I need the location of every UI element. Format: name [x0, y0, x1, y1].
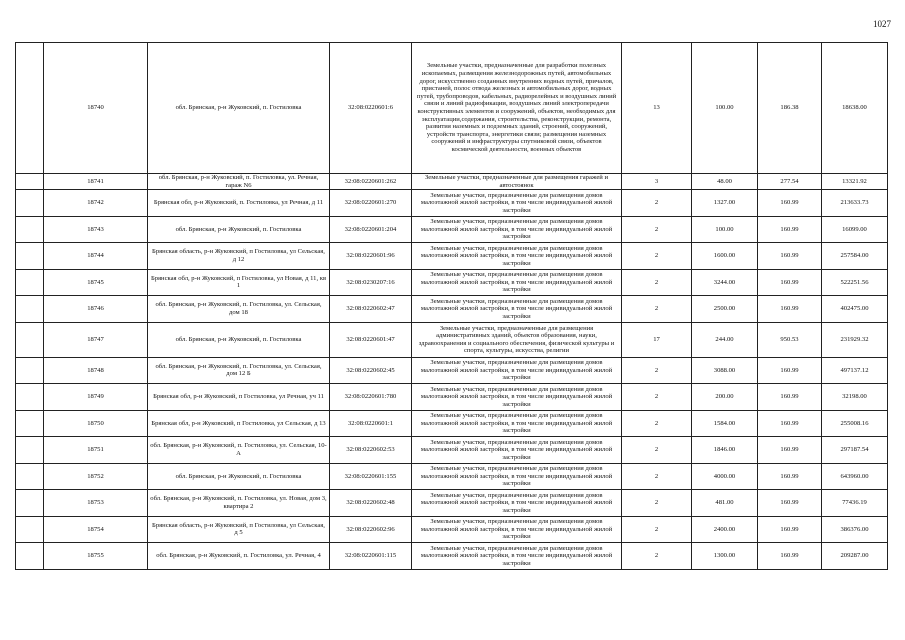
blank-cell	[16, 269, 44, 296]
land-purpose-cell: Земельные участки, предназначенные для разработки полезных ископаемых, размещения железнодорожных путей, автомобильных дорог, искусственно созданных внутренних водных путей, причалов, пристаней, полос отвода железных и автомобильных дорог, водных путей, трубопроводов, кабельных, радиорелейных и воздушных линий связи и линий радиофикации, воздушных линий электропередачи конструктивных элементов и сооружений, объектов, необходимых для эксплуатации,содержания, строительства, реконструкции, ремонта, развития наземных и подземных зданий, строений, сооружений, устройств транспорта, энергетики связи; размещения наземных сооружений и инфраструктуры спутниковой связи, объектов космической деятельности, военных объектов	[412, 43, 622, 174]
cadastral-number-cell: 32:08:0220601:204	[330, 216, 412, 243]
cadastral-number-cell: 32:08:0220601:1	[330, 410, 412, 437]
group-code-cell: 2	[622, 190, 692, 217]
land-purpose-cell: Земельные участки, предназначенные для размещения домов малоэтажной жилой застройки, в том числе индивидуальной жилой застройки	[412, 463, 622, 490]
specific-value-cell: 160.99	[758, 543, 822, 570]
land-purpose-cell: Земельные участки, предназначенные для размещения домов малоэтажной жилой застройки, в том числе индивидуальной жилой застройки	[412, 357, 622, 384]
area-cell: 1300.00	[692, 543, 758, 570]
cadastral-number-cell: 32:08:0220601:262	[330, 174, 412, 190]
land-purpose-cell: Земельные участки, предназначенные для размещения домов малоэтажной жилой застройки, в том числе индивидуальной жилой застройки	[412, 410, 622, 437]
row-number-cell: 18755	[44, 543, 148, 570]
cadastral-number-cell: 32:08:0220602:48	[330, 490, 412, 517]
address-cell: обл. Брянская, р-н Жуковский, п. Гостиловка	[148, 463, 330, 490]
table-row	[16, 243, 888, 270]
address-cell: Брянская обл, р-н Жуковский, п Гостиловка, ул Сельская, д 13	[148, 410, 330, 437]
address-cell: обл. Брянская, р-н Жуковский, п. Гостиловка, ул. Сельская, дом 12 Б	[148, 357, 330, 384]
row-number-cell: 18745	[44, 269, 148, 296]
area-cell: 481.00	[692, 490, 758, 517]
area-cell: 100.00	[692, 216, 758, 243]
address-cell: Брянская обл, р-н Жуковский, п Гостиловка, ул Речная, уч 11	[148, 384, 330, 411]
blank-cell	[16, 357, 44, 384]
row-number-cell: 18740	[44, 43, 148, 174]
address-cell: обл. Брянская, р-н Жуковский, п. Гостиловка	[148, 216, 330, 243]
land-purpose-cell: Земельные участки, предназначенные для размещения гаражей и автостоянок	[412, 174, 622, 190]
cadastral-number-cell: 32:08:0220602:47	[330, 296, 412, 323]
table-row	[16, 516, 888, 543]
specific-value-cell: 950.53	[758, 322, 822, 357]
row-number-cell: 18744	[44, 243, 148, 270]
table-row	[16, 357, 888, 384]
cadastral-value-cell: 402475.00	[822, 296, 888, 323]
table-row	[16, 216, 888, 243]
cadastral-value-cell: 257584.00	[822, 243, 888, 270]
cadastral-number-cell: 32:08:0220602:96	[330, 516, 412, 543]
specific-value-cell: 160.99	[758, 463, 822, 490]
table-row	[16, 174, 888, 190]
row-number-cell: 18753	[44, 490, 148, 517]
blank-cell	[16, 490, 44, 517]
area-cell: 200.00	[692, 384, 758, 411]
blank-cell	[16, 384, 44, 411]
cadastral-value-cell: 77436.19	[822, 490, 888, 517]
address-cell: обл. Брянская, р-н Жуковский, п. Гостиловка, ул. Речная, гараж N6	[148, 174, 330, 190]
cadastral-number-cell: 32:08:0220602:53	[330, 437, 412, 464]
area-cell: 1600.00	[692, 243, 758, 270]
table-row	[16, 43, 888, 174]
land-purpose-cell: Земельные участки, предназначенные для размещения домов малоэтажной жилой застройки, в том числе индивидуальной жилой застройки	[412, 269, 622, 296]
address-cell: обл. Брянская, р-н Жуковский, п. Гостиловка, ул. Сельская, дом 18	[148, 296, 330, 323]
group-code-cell: 2	[622, 516, 692, 543]
specific-value-cell: 160.99	[758, 437, 822, 464]
land-purpose-cell: Земельные участки, предназначенные для размещения административных зданий, объектов образования, науки, здравоохранения и социального обеспечения, физической культуры и спорта, культуры, искусства, религии	[412, 322, 622, 357]
cadastral-number-cell: 32:08:0220601:155	[330, 463, 412, 490]
row-number-cell: 18750	[44, 410, 148, 437]
area-cell: 1327.00	[692, 190, 758, 217]
cadastral-number-cell: 32:08:0220601:270	[330, 190, 412, 217]
area-cell: 3244.00	[692, 269, 758, 296]
area-cell: 2500.00	[692, 296, 758, 323]
cadastral-value-cell: 32198.00	[822, 384, 888, 411]
specific-value-cell: 160.99	[758, 190, 822, 217]
land-purpose-cell: Земельные участки, предназначенные для размещения домов малоэтажной жилой застройки, в том числе индивидуальной жилой застройки	[412, 516, 622, 543]
blank-cell	[16, 216, 44, 243]
cadastral-value-cell: 297187.54	[822, 437, 888, 464]
specific-value-cell: 160.99	[758, 357, 822, 384]
group-code-cell: 3	[622, 174, 692, 190]
cadastral-number-cell: 32:08:0220601:780	[330, 384, 412, 411]
cadastral-number-cell: 32:08:0220601:96	[330, 243, 412, 270]
cadastral-value-cell: 13321.92	[822, 174, 888, 190]
address-cell: Брянская обл, р-н Жуковский, п Гостиловка, ул Новая, д 11, кв 1	[148, 269, 330, 296]
address-cell: обл. Брянская, р-н Жуковский, п. Гостиловка, ул. Речная, 4	[148, 543, 330, 570]
blank-cell	[16, 463, 44, 490]
blank-cell	[16, 243, 44, 270]
specific-value-cell: 160.99	[758, 516, 822, 543]
address-cell: обл. Брянская, р-н Жуковский, п. Гостиловка, ул. Новая, дом 3, квартира 2	[148, 490, 330, 517]
row-number-cell: 18747	[44, 322, 148, 357]
specific-value-cell: 160.99	[758, 269, 822, 296]
address-cell: Брянская область, р-н Жуковский, п Гостиловка, ул Сельская, д 5	[148, 516, 330, 543]
cadastral-value-cell: 643960.00	[822, 463, 888, 490]
group-code-cell: 17	[622, 322, 692, 357]
cadastral-value-cell: 16099.00	[822, 216, 888, 243]
blank-cell	[16, 543, 44, 570]
table-row	[16, 410, 888, 437]
land-purpose-cell: Земельные участки, предназначенные для размещения домов малоэтажной жилой застройки, в том числе индивидуальной жилой застройки	[412, 190, 622, 217]
group-code-cell: 2	[622, 410, 692, 437]
land-purpose-cell: Земельные участки, предназначенные для размещения домов малоэтажной жилой застройки, в том числе индивидуальной жилой застройки	[412, 437, 622, 464]
specific-value-cell: 160.99	[758, 410, 822, 437]
group-code-cell: 13	[622, 43, 692, 174]
blank-cell	[16, 174, 44, 190]
land-registry-table	[15, 42, 888, 570]
table-row	[16, 190, 888, 217]
group-code-cell: 2	[622, 357, 692, 384]
specific-value-cell: 277.54	[758, 174, 822, 190]
land-purpose-cell: Земельные участки, предназначенные для размещения домов малоэтажной жилой застройки, в том числе индивидуальной жилой застройки	[412, 296, 622, 323]
row-number-cell: 18746	[44, 296, 148, 323]
area-cell: 3088.00	[692, 357, 758, 384]
specific-value-cell: 160.99	[758, 296, 822, 323]
blank-cell	[16, 437, 44, 464]
land-purpose-cell: Земельные участки, предназначенные для размещения домов малоэтажной жилой застройки, в том числе индивидуальной жилой застройки	[412, 216, 622, 243]
blank-cell	[16, 410, 44, 437]
table-row	[16, 543, 888, 570]
area-cell: 244.00	[692, 322, 758, 357]
row-number-cell: 18742	[44, 190, 148, 217]
cadastral-value-cell: 209287.00	[822, 543, 888, 570]
address-cell: обл. Брянская, р-н Жуковский, п. Гостиловка	[148, 322, 330, 357]
row-number-cell: 18748	[44, 357, 148, 384]
specific-value-cell: 160.99	[758, 216, 822, 243]
cadastral-value-cell: 213633.73	[822, 190, 888, 217]
group-code-cell: 2	[622, 463, 692, 490]
cadastral-number-cell: 32:08:0220602:45	[330, 357, 412, 384]
group-code-cell: 2	[622, 296, 692, 323]
blank-cell	[16, 322, 44, 357]
table-row	[16, 296, 888, 323]
cadastral-number-cell: 32:08:0220601:115	[330, 543, 412, 570]
row-number-cell: 18752	[44, 463, 148, 490]
group-code-cell: 2	[622, 543, 692, 570]
group-code-cell: 2	[622, 243, 692, 270]
address-cell: обл. Брянская, р-н Жуковский, п. Гостиловка, ул. Сельская, 10-А	[148, 437, 330, 464]
row-number-cell: 18754	[44, 516, 148, 543]
address-cell: обл. Брянская, р-н Жуковский, п. Гостиловка	[148, 43, 330, 174]
group-code-cell: 2	[622, 437, 692, 464]
blank-cell	[16, 43, 44, 174]
row-number-cell: 18743	[44, 216, 148, 243]
area-cell: 1584.00	[692, 410, 758, 437]
specific-value-cell: 186.38	[758, 43, 822, 174]
cadastral-value-cell: 231929.32	[822, 322, 888, 357]
cadastral-value-cell: 386376.00	[822, 516, 888, 543]
land-purpose-cell: Земельные участки, предназначенные для размещения домов малоэтажной жилой застройки, в том числе индивидуальной жилой застройки	[412, 543, 622, 570]
table-row	[16, 384, 888, 411]
land-purpose-cell: Земельные участки, предназначенные для размещения домов малоэтажной жилой застройки, в том числе индивидуальной жилой застройки	[412, 384, 622, 411]
area-cell: 4000.00	[692, 463, 758, 490]
address-cell: Брянская обл, р-н Жуковский, п. Гостиловка, ул Речная, д 11	[148, 190, 330, 217]
table-row	[16, 437, 888, 464]
area-cell: 48.00	[692, 174, 758, 190]
area-cell: 100.00	[692, 43, 758, 174]
cadastral-value-cell: 255008.16	[822, 410, 888, 437]
address-cell: Брянская область, р-н Жуковский, п Гостиловка, ул Сельская, д 12	[148, 243, 330, 270]
blank-cell	[16, 516, 44, 543]
table-row	[16, 463, 888, 490]
group-code-cell: 2	[622, 490, 692, 517]
row-number-cell: 18749	[44, 384, 148, 411]
row-number-cell: 18741	[44, 174, 148, 190]
group-code-cell: 2	[622, 384, 692, 411]
table-row	[16, 490, 888, 517]
table-row	[16, 269, 888, 296]
blank-cell	[16, 296, 44, 323]
specific-value-cell: 160.99	[758, 384, 822, 411]
row-number-cell: 18751	[44, 437, 148, 464]
registry-body	[16, 43, 888, 570]
table-row	[16, 322, 888, 357]
land-purpose-cell: Земельные участки, предназначенные для размещения домов малоэтажной жилой застройки, в том числе индивидуальной жилой застройки	[412, 490, 622, 517]
cadastral-number-cell: 32:08:0220601:6	[330, 43, 412, 174]
area-cell: 2400.00	[692, 516, 758, 543]
group-code-cell: 2	[622, 269, 692, 296]
specific-value-cell: 160.99	[758, 243, 822, 270]
area-cell: 1846.00	[692, 437, 758, 464]
page-number: 1027	[873, 19, 891, 29]
cadastral-value-cell: 497137.12	[822, 357, 888, 384]
cadastral-number-cell: 32:08:0230207:16	[330, 269, 412, 296]
cadastral-value-cell: 522251.56	[822, 269, 888, 296]
specific-value-cell: 160.99	[758, 490, 822, 517]
cadastral-number-cell: 32:08:0220601:47	[330, 322, 412, 357]
blank-cell	[16, 190, 44, 217]
cadastral-value-cell: 18638.00	[822, 43, 888, 174]
group-code-cell: 2	[622, 216, 692, 243]
land-purpose-cell: Земельные участки, предназначенные для размещения домов малоэтажной жилой застройки, в том числе индивидуальной жилой застройки	[412, 243, 622, 270]
